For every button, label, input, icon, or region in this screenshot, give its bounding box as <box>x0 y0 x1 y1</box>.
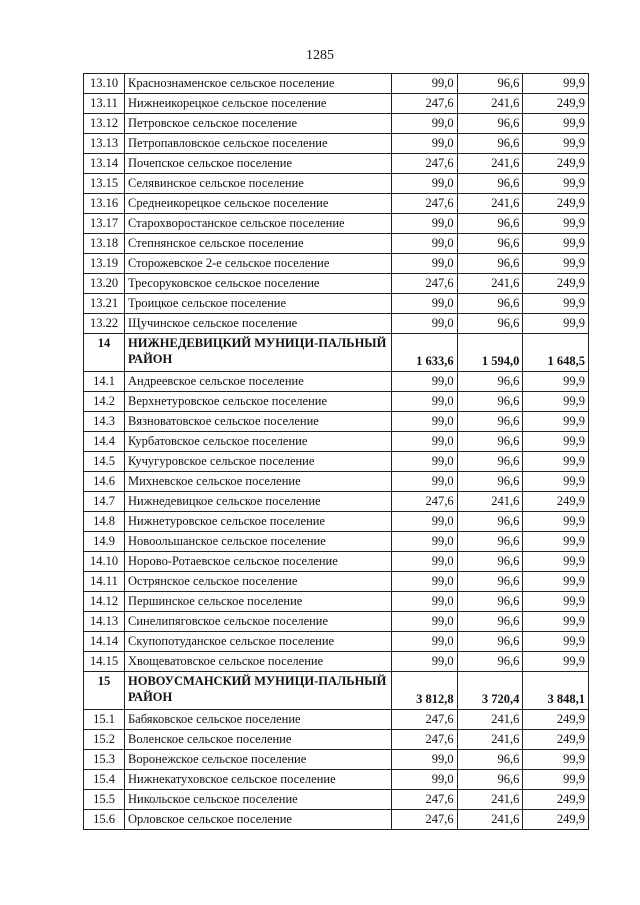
row-name: Щучинское сельское поселение <box>125 314 392 334</box>
value-col-2: 96,6 <box>457 134 523 154</box>
value-col-1: 247,6 <box>392 194 458 214</box>
value-col-2: 96,6 <box>457 174 523 194</box>
row-name: Верхнетуровское сельское поселение <box>125 392 392 412</box>
value-col-1: 99,0 <box>392 552 458 572</box>
table-row <box>84 94 589 114</box>
table-row <box>84 194 589 214</box>
page-number: 1285 <box>306 48 334 63</box>
value-col-3: 249,9 <box>523 94 589 114</box>
value-col-3: 249,9 <box>523 492 589 512</box>
table-row <box>84 314 589 334</box>
row-name: Курбатовское сельское поселение <box>125 432 392 452</box>
value-col-3: 99,9 <box>523 412 589 432</box>
table-row <box>84 412 589 432</box>
row-name: Новоольшанское сельское поселение <box>125 532 392 552</box>
value-col-3: 249,9 <box>523 274 589 294</box>
row-number: 14.4 <box>84 432 125 452</box>
table-row <box>84 74 589 94</box>
row-number: 14.2 <box>84 392 125 412</box>
row-number: 15.4 <box>84 770 125 790</box>
row-number: 13.14 <box>84 154 125 174</box>
value-col-1: 99,0 <box>392 572 458 592</box>
district-row <box>84 672 589 710</box>
row-name: НИЖНЕДЕВИЦКИЙ МУНИЦИ-ПАЛЬНЫЙ РАЙОН <box>125 334 392 372</box>
value-col-2: 241,6 <box>457 492 523 512</box>
row-name: НОВОУСМАНСКИЙ МУНИЦИ-ПАЛЬНЫЙ РАЙОН <box>125 672 392 710</box>
row-name: Орловское сельское поселение <box>125 810 392 830</box>
value-col-3: 249,9 <box>523 790 589 810</box>
value-col-2: 96,6 <box>457 432 523 452</box>
value-col-2: 96,6 <box>457 412 523 432</box>
value-col-3: 99,9 <box>523 314 589 334</box>
value-col-1: 247,6 <box>392 810 458 830</box>
value-col-2: 96,6 <box>457 114 523 134</box>
value-col-1: 247,6 <box>392 154 458 174</box>
value-col-2: 96,6 <box>457 214 523 234</box>
value-col-3: 99,9 <box>523 592 589 612</box>
table-row <box>84 154 589 174</box>
row-name: Воленское сельское поселение <box>125 730 392 750</box>
budget-table <box>83 73 589 830</box>
value-col-3: 249,9 <box>523 810 589 830</box>
row-name: Першинское сельское поселение <box>125 592 392 612</box>
row-number: 15.6 <box>84 810 125 830</box>
value-col-1: 99,0 <box>392 372 458 392</box>
row-name: Скупопотуданское сельское поселение <box>125 632 392 652</box>
row-name: Никольское сельское поселение <box>125 790 392 810</box>
row-name: Сторожевское 2-е сельское поселение <box>125 254 392 274</box>
table-row <box>84 512 589 532</box>
value-col-1: 3 812,8 <box>392 672 458 710</box>
value-col-3: 99,9 <box>523 572 589 592</box>
table-row <box>84 294 589 314</box>
value-col-3: 249,9 <box>523 154 589 174</box>
row-name: Краснознаменское сельское поселение <box>125 74 392 94</box>
value-col-3: 99,9 <box>523 770 589 790</box>
row-number: 14.15 <box>84 652 125 672</box>
value-col-3: 99,9 <box>523 472 589 492</box>
value-col-3: 99,9 <box>523 214 589 234</box>
row-name: Почепское сельское поселение <box>125 154 392 174</box>
value-col-2: 96,6 <box>457 254 523 274</box>
row-name: Острянское сельское поселение <box>125 572 392 592</box>
table-row <box>84 372 589 392</box>
value-col-1: 99,0 <box>392 770 458 790</box>
value-col-3: 99,9 <box>523 652 589 672</box>
value-col-3: 99,9 <box>523 372 589 392</box>
table-row <box>84 612 589 632</box>
value-col-1: 99,0 <box>392 750 458 770</box>
value-col-1: 99,0 <box>392 472 458 492</box>
row-name: Хвощеватовское сельское поселение <box>125 652 392 672</box>
table-row <box>84 730 589 750</box>
row-name: Селявинское сельское поселение <box>125 174 392 194</box>
row-number: 13.18 <box>84 234 125 254</box>
row-name: Михневское сельское поселение <box>125 472 392 492</box>
value-col-2: 241,6 <box>457 94 523 114</box>
table-row <box>84 652 589 672</box>
value-col-3: 99,9 <box>523 254 589 274</box>
value-col-2: 241,6 <box>457 810 523 830</box>
value-col-2: 1 594,0 <box>457 334 523 372</box>
value-col-3: 99,9 <box>523 532 589 552</box>
value-col-2: 3 720,4 <box>457 672 523 710</box>
table-row <box>84 174 589 194</box>
row-number: 15.3 <box>84 750 125 770</box>
row-name: Андреевское сельское поселение <box>125 372 392 392</box>
value-col-3: 99,9 <box>523 750 589 770</box>
value-col-2: 96,6 <box>457 472 523 492</box>
value-col-1: 99,0 <box>392 452 458 472</box>
row-number: 13.16 <box>84 194 125 214</box>
value-col-1: 247,6 <box>392 710 458 730</box>
value-col-1: 99,0 <box>392 592 458 612</box>
row-number: 13.11 <box>84 94 125 114</box>
row-number: 15.1 <box>84 710 125 730</box>
value-col-3: 3 848,1 <box>523 672 589 710</box>
value-col-1: 99,0 <box>392 412 458 432</box>
table-row <box>84 432 589 452</box>
value-col-1: 99,0 <box>392 174 458 194</box>
table-row <box>84 592 589 612</box>
row-name: Нижнеикорецкое сельское поселение <box>125 94 392 114</box>
row-number: 14.12 <box>84 592 125 612</box>
table-row <box>84 274 589 294</box>
table-row <box>84 632 589 652</box>
value-col-1: 99,0 <box>392 74 458 94</box>
value-col-3: 99,9 <box>523 74 589 94</box>
row-number: 13.15 <box>84 174 125 194</box>
row-number: 14.7 <box>84 492 125 512</box>
value-col-2: 96,6 <box>457 750 523 770</box>
value-col-2: 96,6 <box>457 552 523 572</box>
row-name: Петровское сельское поселение <box>125 114 392 134</box>
row-number: 13.12 <box>84 114 125 134</box>
value-col-2: 241,6 <box>457 154 523 174</box>
value-col-3: 99,9 <box>523 552 589 572</box>
table-row <box>84 234 589 254</box>
value-col-3: 99,9 <box>523 432 589 452</box>
table-row <box>84 572 589 592</box>
value-col-3: 249,9 <box>523 710 589 730</box>
row-number: 13.13 <box>84 134 125 154</box>
value-col-1: 99,0 <box>392 214 458 234</box>
value-col-3: 99,9 <box>523 294 589 314</box>
value-col-1: 247,6 <box>392 94 458 114</box>
row-number: 13.19 <box>84 254 125 274</box>
value-col-1: 99,0 <box>392 612 458 632</box>
value-col-1: 99,0 <box>392 532 458 552</box>
table-row <box>84 552 589 572</box>
value-col-2: 96,6 <box>457 74 523 94</box>
row-name: Бабяковское сельское поселение <box>125 710 392 730</box>
value-col-2: 96,6 <box>457 632 523 652</box>
value-col-2: 96,6 <box>457 372 523 392</box>
value-col-1: 1 633,6 <box>392 334 458 372</box>
row-number: 13.20 <box>84 274 125 294</box>
value-col-3: 1 648,5 <box>523 334 589 372</box>
row-number: 13.10 <box>84 74 125 94</box>
value-col-2: 96,6 <box>457 314 523 334</box>
value-col-3: 99,9 <box>523 632 589 652</box>
row-name: Нижнекатуховское сельское поселение <box>125 770 392 790</box>
table-row <box>84 114 589 134</box>
row-name: Кучугуровское сельское поселение <box>125 452 392 472</box>
value-col-2: 96,6 <box>457 532 523 552</box>
row-number: 14.5 <box>84 452 125 472</box>
row-number: 14.3 <box>84 412 125 432</box>
value-col-2: 241,6 <box>457 730 523 750</box>
value-col-2: 96,6 <box>457 452 523 472</box>
value-col-1: 99,0 <box>392 314 458 334</box>
value-col-1: 99,0 <box>392 632 458 652</box>
row-number: 14.13 <box>84 612 125 632</box>
value-col-2: 96,6 <box>457 294 523 314</box>
row-number: 14.9 <box>84 532 125 552</box>
value-col-3: 99,9 <box>523 452 589 472</box>
row-name: Нижнетуровское сельское поселение <box>125 512 392 532</box>
value-col-1: 99,0 <box>392 114 458 134</box>
value-col-1: 99,0 <box>392 234 458 254</box>
table-row <box>84 392 589 412</box>
row-number: 15 <box>84 672 125 710</box>
table-body <box>84 74 589 830</box>
value-col-3: 99,9 <box>523 174 589 194</box>
table-row <box>84 492 589 512</box>
row-number: 14 <box>84 334 125 372</box>
value-col-1: 247,6 <box>392 492 458 512</box>
row-name: Степнянское сельское поселение <box>125 234 392 254</box>
row-number: 14.14 <box>84 632 125 652</box>
value-col-3: 99,9 <box>523 512 589 532</box>
value-col-1: 247,6 <box>392 790 458 810</box>
row-name: Воронежское сельское поселение <box>125 750 392 770</box>
row-number: 13.22 <box>84 314 125 334</box>
value-col-2: 96,6 <box>457 592 523 612</box>
row-name: Синелипяговское сельское поселение <box>125 612 392 632</box>
value-col-2: 96,6 <box>457 652 523 672</box>
row-number: 13.21 <box>84 294 125 314</box>
table-row <box>84 214 589 234</box>
value-col-2: 96,6 <box>457 612 523 632</box>
row-number: 14.8 <box>84 512 125 532</box>
value-col-2: 241,6 <box>457 710 523 730</box>
value-col-2: 241,6 <box>457 274 523 294</box>
row-name: Среднеикорецкое сельское поселение <box>125 194 392 214</box>
row-name: Старохворостанское сельское поселение <box>125 214 392 234</box>
value-col-3: 249,9 <box>523 194 589 214</box>
row-number: 14.6 <box>84 472 125 492</box>
value-col-1: 247,6 <box>392 730 458 750</box>
value-col-3: 249,9 <box>523 730 589 750</box>
value-col-3: 99,9 <box>523 234 589 254</box>
row-number: 15.2 <box>84 730 125 750</box>
table-row <box>84 472 589 492</box>
table-row <box>84 790 589 810</box>
value-col-3: 99,9 <box>523 134 589 154</box>
value-col-2: 96,6 <box>457 234 523 254</box>
value-col-2: 96,6 <box>457 572 523 592</box>
row-name: Петропавловское сельское поселение <box>125 134 392 154</box>
row-number: 14.11 <box>84 572 125 592</box>
row-name: Троицкое сельское поселение <box>125 294 392 314</box>
table-row <box>84 254 589 274</box>
value-col-2: 96,6 <box>457 392 523 412</box>
value-col-1: 99,0 <box>392 392 458 412</box>
row-number: 14.10 <box>84 552 125 572</box>
value-col-1: 99,0 <box>392 254 458 274</box>
row-name: Норово-Ротаевское сельское поселение <box>125 552 392 572</box>
table-row <box>84 810 589 830</box>
value-col-1: 99,0 <box>392 134 458 154</box>
row-number: 13.17 <box>84 214 125 234</box>
row-number: 15.5 <box>84 790 125 810</box>
table-row <box>84 710 589 730</box>
row-number: 14.1 <box>84 372 125 392</box>
value-col-3: 99,9 <box>523 114 589 134</box>
value-col-2: 96,6 <box>457 770 523 790</box>
district-row <box>84 334 589 372</box>
row-name: Тресоруковское сельское поселение <box>125 274 392 294</box>
value-col-1: 99,0 <box>392 512 458 532</box>
value-col-2: 96,6 <box>457 512 523 532</box>
value-col-3: 99,9 <box>523 392 589 412</box>
value-col-1: 99,0 <box>392 294 458 314</box>
row-name: Нижнедевицкое сельское поселение <box>125 492 392 512</box>
value-col-3: 99,9 <box>523 612 589 632</box>
table-row <box>84 452 589 472</box>
value-col-1: 99,0 <box>392 432 458 452</box>
table-row <box>84 770 589 790</box>
row-name: Вязноватовское сельское поселение <box>125 412 392 432</box>
value-col-1: 247,6 <box>392 274 458 294</box>
value-col-1: 99,0 <box>392 652 458 672</box>
value-col-2: 241,6 <box>457 790 523 810</box>
table-row <box>84 532 589 552</box>
table-row <box>84 750 589 770</box>
table-row <box>84 134 589 154</box>
value-col-2: 241,6 <box>457 194 523 214</box>
